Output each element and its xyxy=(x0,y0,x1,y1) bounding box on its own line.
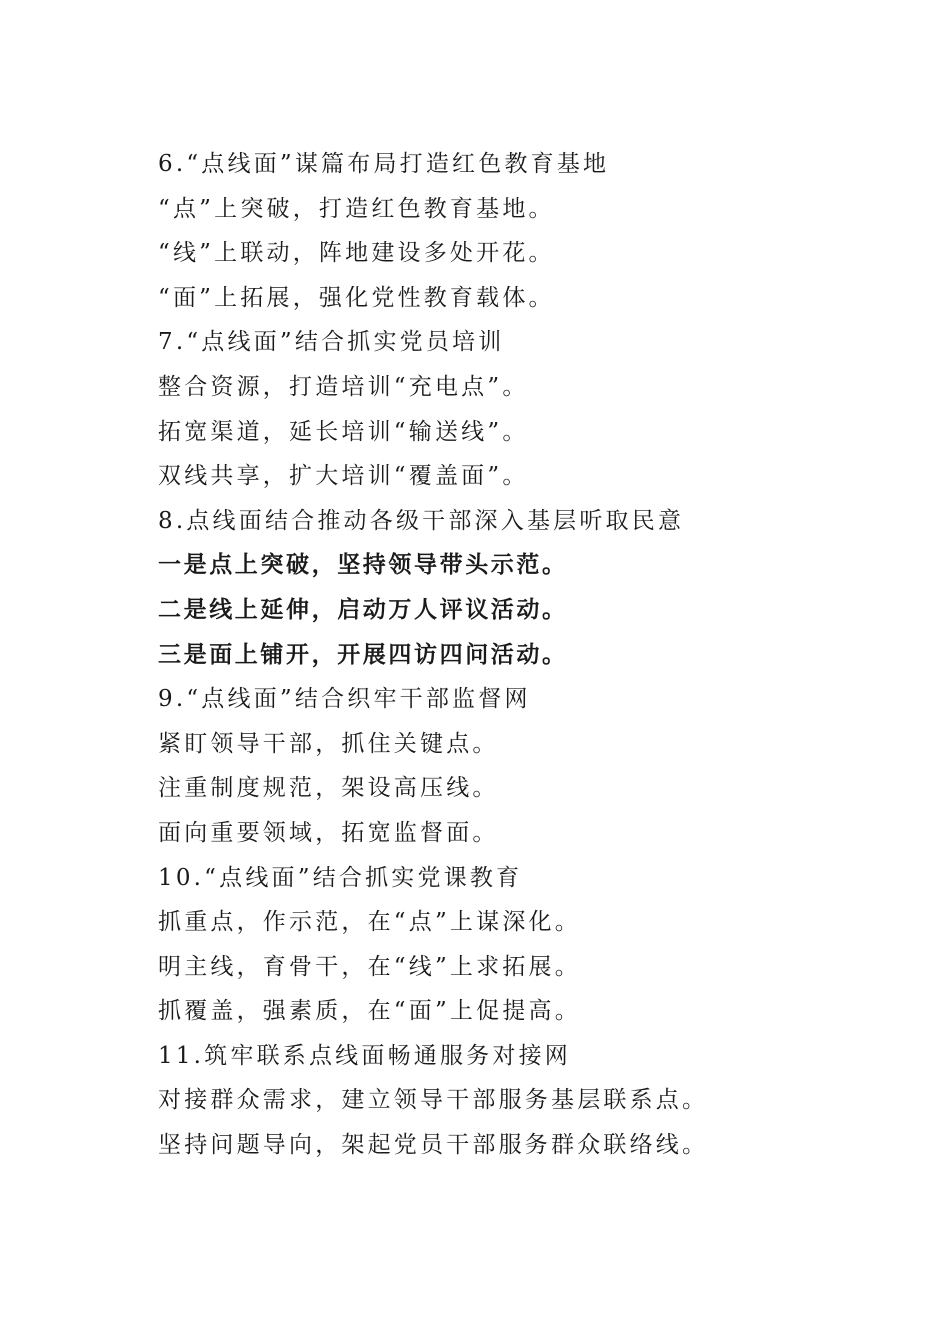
body-line: 注重制度规范，架设高压线。 xyxy=(158,775,499,802)
body-line: “点”上突破，打造红色教育基地。 xyxy=(158,195,555,222)
bold-body-line: 二是线上延伸，启动万人评议活动。 xyxy=(158,595,568,623)
body-line: 面向重要领域，拓宽监督面。 xyxy=(158,819,499,846)
body-line: “面”上拓展，强化党性教育载体。 xyxy=(158,284,555,311)
body-line: 对接群众需求，建立领导干部服务基层联系点。 xyxy=(158,1087,709,1114)
section-heading-8: 8.点线面结合推动各级干部深入基层听取民意 xyxy=(158,507,685,534)
section-heading-9: 9.“点线面”结合织牢干部监督网 xyxy=(158,686,531,713)
body-line: 明主线，育骨干，在“线”上求拓展。 xyxy=(158,953,581,980)
body-line: 拓宽渠道，延长培训“输送线”。 xyxy=(158,418,529,445)
body-line: 抓覆盖，强素质，在“面”上促提高。 xyxy=(158,998,581,1025)
body-line: 抓重点，作示范，在“点”上谋深化。 xyxy=(158,909,581,936)
body-line: 紧盯领导干部，抓住关键点。 xyxy=(158,730,499,757)
document-body xyxy=(158,142,878,1168)
body-line: “线”上联动，阵地建设多处开花。 xyxy=(158,240,555,267)
body-line: 双线共享，扩大培训“覆盖面”。 xyxy=(158,463,529,490)
section-heading-11: 11.筑牢联系点线面畅通服务对接网 xyxy=(158,1042,571,1069)
section-heading-10: 10.“点线面”结合抓实党课教育 xyxy=(158,864,523,891)
body-line: 坚持问题导向，架起党员干部服务群众联络线。 xyxy=(158,1132,709,1159)
section-heading-6: 6.“点线面”谋篇布局打造红色教育基地 xyxy=(158,151,610,177)
bold-body-line: 三是面上铺开，开展四访四问活动。 xyxy=(158,640,568,668)
section-heading-7: 7.“点线面”结合抓实党员培训 xyxy=(158,329,505,356)
body-line: 整合资源，打造培训“充电点”。 xyxy=(158,373,529,400)
bold-body-line: 一是点上突破，坚持领导带头示范。 xyxy=(158,551,568,579)
